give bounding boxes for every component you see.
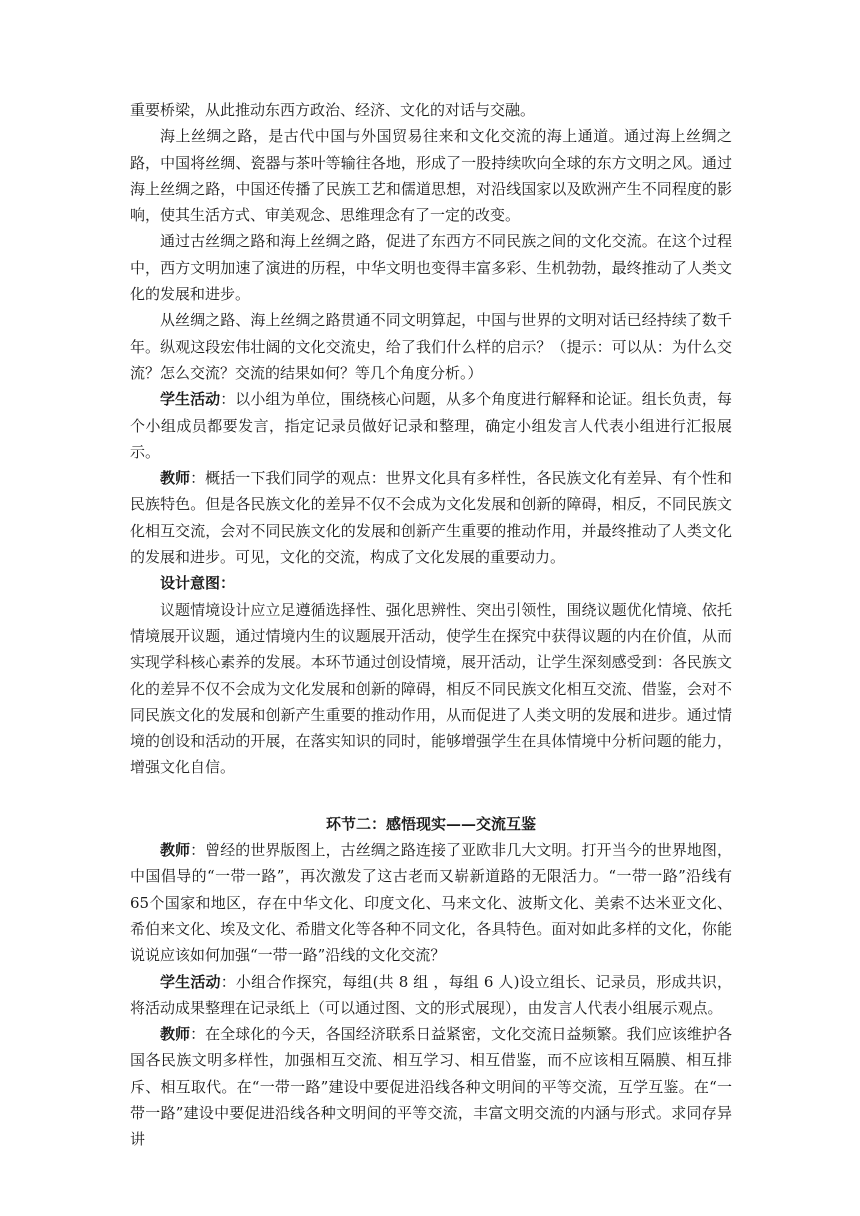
speaker-label: 教师 [160, 469, 191, 488]
paragraph-text: ：概括一下我们同学的观点：世界文化具有多样性，各民族文化有差异、有个性和民族特色。但是各民族文化的差异不仅不会成为文化发展和创新的障碍，相反，不同民族文化相互交流，会对不同民族文化的发展和创新产生重要的推动作用，并最终推动了人类文化的发展和进步。可见，文化的交流，构成了文化发展的重要动力。 [130, 469, 732, 567]
speaker-label: 教师 [160, 1025, 191, 1044]
section-heading: 环节二：感悟现实——交流互鉴 [325, 814, 536, 833]
paragraph-maritime-silk-road: 海上丝绸之路，是古代中国与外国贸易往来和文化交流的海上通道。通过海上丝绸之路，中国将丝绸、瓷器与茶叶等输往各地，形成了一股持续吹向全球的东方文明之风。通过海上丝绸之路，中国还传播了民族工艺和儒道思想，对沿线国家以及欧洲产生不同程度的影响，使其生活方式、审美观念、思维理念有了一定的改变。 [130, 127, 732, 225]
paragraph-text: ：曾经的世界版图上，古丝绸之路连接了亚欧非几大文明。打开当今的世界地图，中国倡导的“一带一路”，再次激发了这古老而又崭新道路的无限活力。“一带一路”沿线有65个国家和地区，存在中华文化、印度文化、马来文化、波斯文化、美索不达米亚文化、希伯来文化、埃及文化、希腊文化等各种不同文化，各具特色。面对如此多样的文化，你能说说应该如何加强“一带一路”沿线的文化交流？ [130, 841, 732, 965]
paragraph-text: ：在全球化的今天，各国经济联系日益紧密，文化交流日益频繁。我们应该维护各国各民族文明多样性，加强相互交流、相互学习、相互借鉴，而不应该相互隔膜、相互排斥、相互取代。在“一带一路”建设中要促进沿线各种文明间的平等交流，互学互鉴。在“一带一路”建设中要促进沿线各种文明间的平等交流，丰富文明交流的内涵与形式。求同存异讲 [130, 1025, 732, 1149]
paragraph-teacher-summary [130, 465, 732, 570]
speaker-label: 教师 [160, 841, 191, 860]
paragraph-continuation: 重要桥梁，从此推动东西方政治、经济、文化的对话与交融。 [130, 101, 536, 119]
paragraph-text: ：以小组为单位，围绕核心问题，从多个角度进行解释和论证。组长负责，每个小组成员都要发言，指定记录员做好记录和整理，确定小组发言人代表小组进行汇报展示。 [130, 390, 732, 461]
paragraph-teacher-globalization [130, 1021, 732, 1152]
speaker-label: 学生活动 [160, 390, 221, 409]
paragraph-student-activity-1 [130, 386, 732, 465]
paragraph-teacher-belt-road [130, 837, 732, 968]
document-page [130, 97, 732, 1153]
paragraph-text: ：小组合作探究，每组(共 8 组 ，每组 6 人)设立组长、记录员，形成共识，将活动成果整理在记录纸上（可以通过图、文的形式展现），由发言人代表小组展示观点。 [130, 972, 732, 1017]
paragraph-student-activity-2 [130, 969, 732, 1022]
paragraph-cultural-exchange: 通过古丝绸之路和海上丝绸之路，促进了东西方不同民族之间的文化交流。在这个过程中，西方文明加速了演进的历程，中华文明也变得丰富多彩、生机勃勃，最终推动了人类文化的发展和进步。 [130, 232, 732, 304]
speaker-label: 学生活动 [160, 972, 221, 991]
design-intent-body: 议题情境设计应立足遵循选择性、强化思辨性、突出引领性，围绕议题优化情境、依托情境展开议题，通过情境内生的议题展开活动，使学生在探究中获得议题的内在价值，从而实现学科核心素养的发展。本环节通过创设情境，展开活动，让学生深刻感受到：各民族文化的差异不仅不会成为文化发展和创新的障碍，相反不同民族文化相互交流、借鉴，会对不同民族文化的发展和创新产生重要的推动作用，从而促进了人类文明的发展和进步。通过情境的创设和活动的开展，在落实知识的同时，能够增强学生在具体情境中分析问题的能力，增强文化自信。 [130, 600, 732, 777]
paragraph-question: 从丝绸之路、海上丝绸之路贯通不同文明算起，中国与世界的文明对话已经持续了数千年。纵观这段宏伟壮阔的文化交流史，给了我们什么样的启示？（提示：可以从：为什么交流？怎么交流？交流的结果如何？等几个角度分析。） [130, 311, 732, 382]
design-intent-title: 设计意图： [160, 574, 236, 593]
